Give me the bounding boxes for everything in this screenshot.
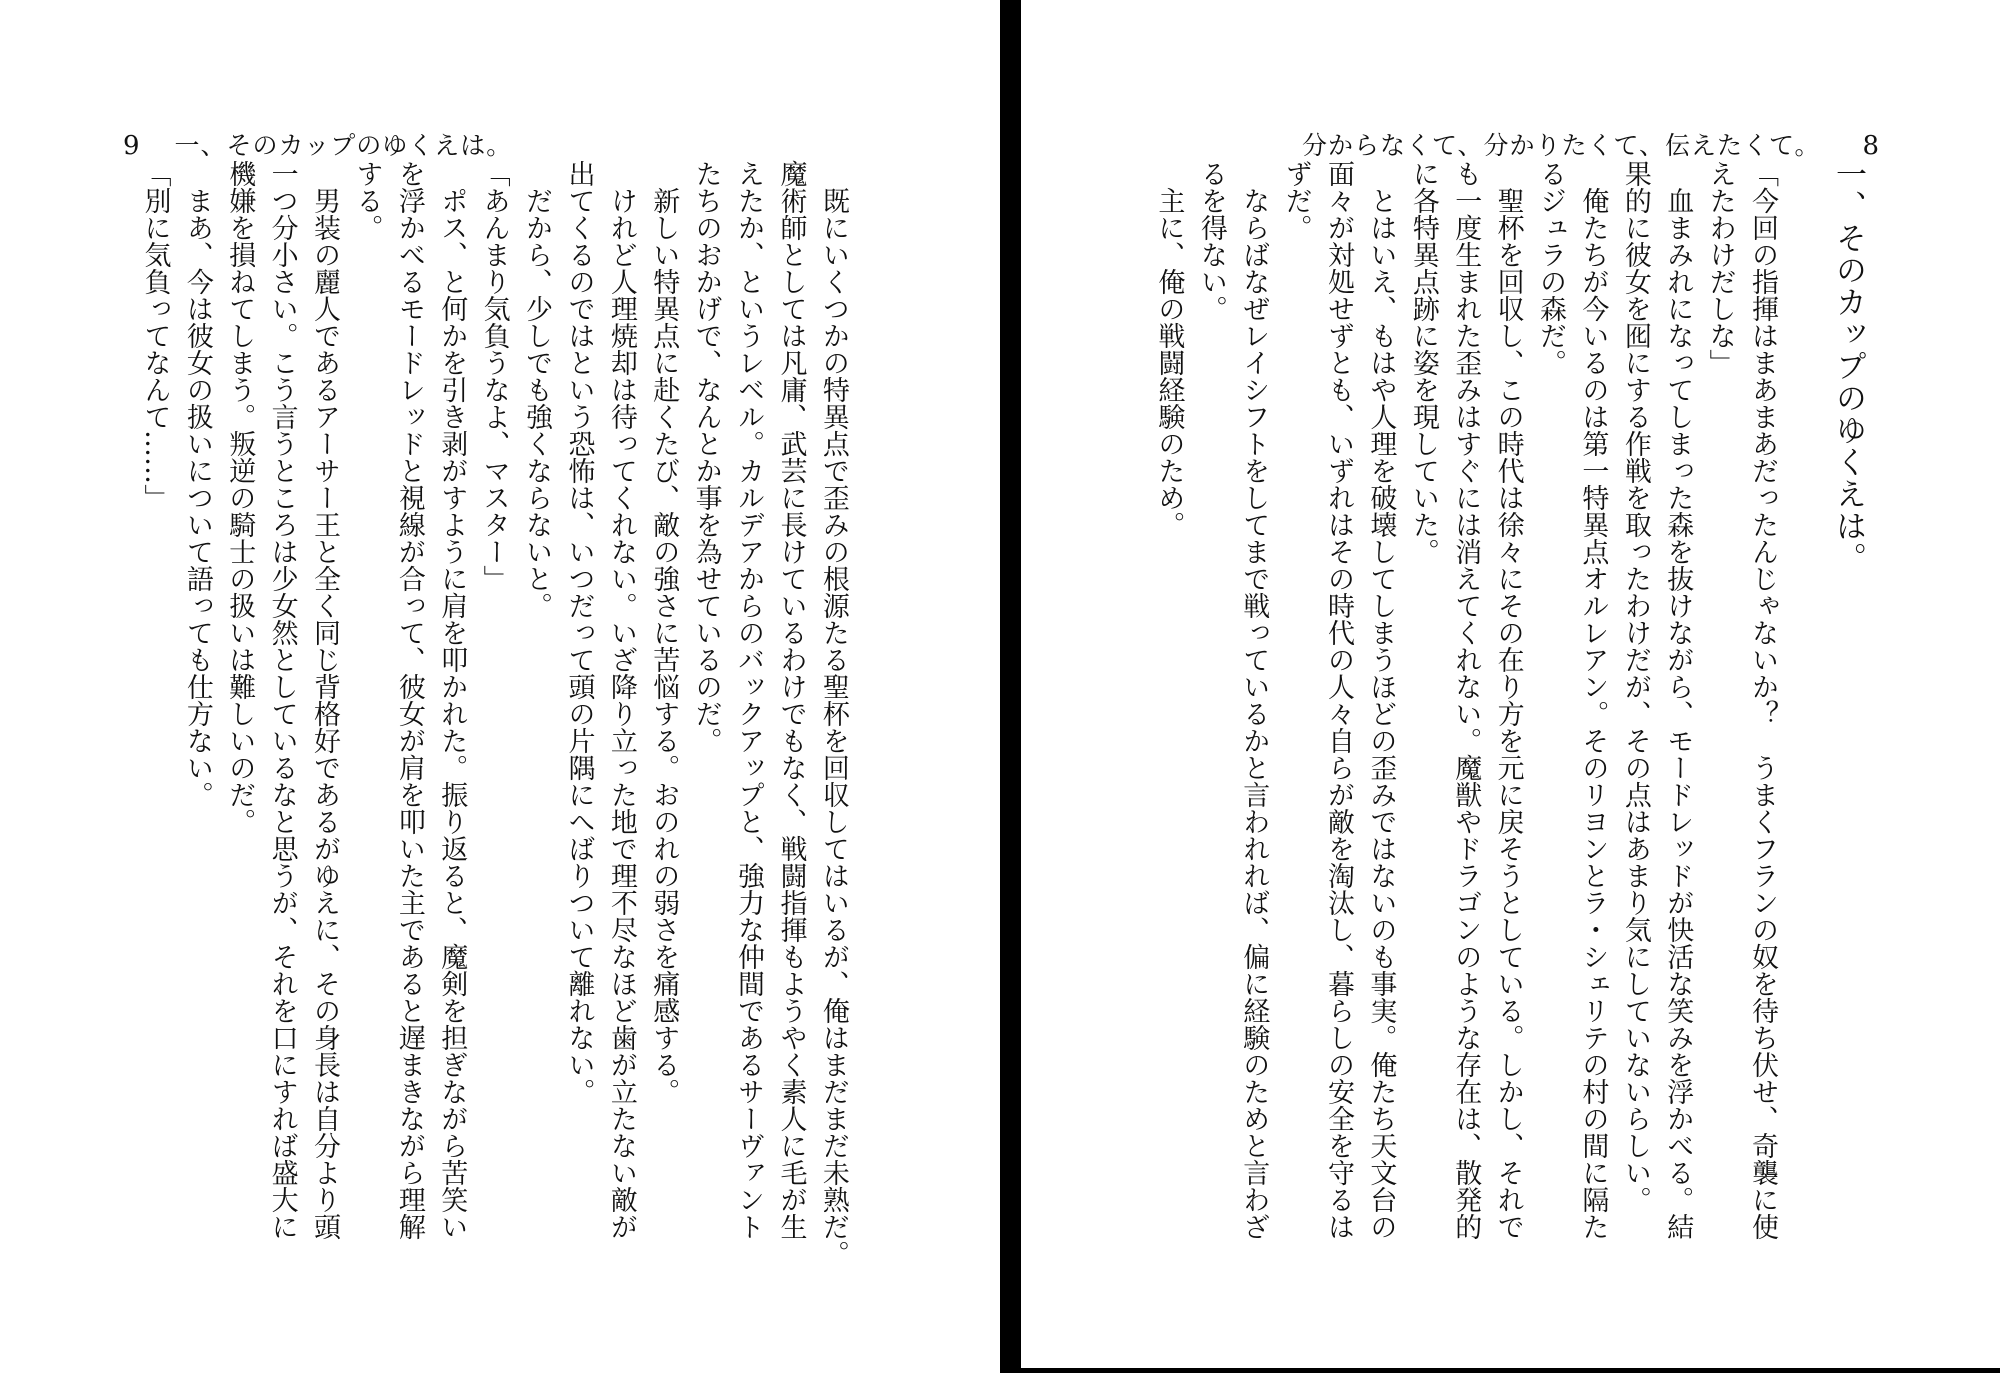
text-column: ずだ。 (1280, 160, 1312, 241)
text-column: 「別に気負ってなんて……」 (139, 160, 171, 511)
text-column: まあ、今は彼女の扱いについて語っても仕方ない。 (181, 160, 213, 808)
text-column: ならばなぜレイシフトをしてまで戦っているかと言われれば、偏に経験のためと言わざ (1238, 160, 1270, 1240)
text-column: えたか、というレベル。カルデアからのバックアップと、強力な仲間であるサーヴァント (733, 160, 765, 1240)
text-column: 「今回の指揮はまあまあだったんじゃないか？ うまくフランの奴を待ち伏せ、奇襲に使 (1747, 160, 1778, 1240)
left-page-number: 9 (123, 131, 141, 161)
text-column: 既にいくつかの特異点で歪みの根源たる聖杯を回収してはいるが、俺はまだまだ未熟だ。 (817, 160, 849, 1267)
right-page[interactable] (1021, 0, 2000, 1373)
text-column: るジュラの森だ。 (1535, 160, 1566, 376)
text-column: 男装の麗人であるアーサー王と全く同じ背格好であるがゆえに、その身長は自分より頭 (309, 160, 341, 1240)
spine-divider (1000, 0, 1021, 1373)
text-column: えたわけだしな」 (1704, 160, 1736, 376)
text-column: に各特異点跡に姿を現していた。 (1407, 160, 1439, 565)
text-column: 「あんまり気負うなよ、マスター」 (478, 160, 510, 592)
right-header-title: 分からなくて、分かりたくて、伝えたくて。 (1301, 131, 1821, 160)
text-column: 果的に彼女を囮にする作戦を取ったわけだが、その点はあまり気にしていないらしい。 (1619, 160, 1651, 1213)
text-column: 魔術師としては凡庸、武芸に長けているわけでもなく、戦闘指揮もようやく素人に毛が生 (775, 160, 807, 1240)
text-column: るを得ない。 (1195, 160, 1227, 322)
text-column: ポス、と何かを引き剥がすように肩を叩かれた。振り返ると、魔剣を担ぎながら苦笑い (436, 160, 468, 1240)
text-column: 機嫌を損ねてしまう。叛逆の騎士の扱いは難しいのだ。 (224, 160, 256, 835)
text-column: だから、少しでも強くならないと。 (521, 160, 553, 619)
text-column: 新しい特異点に赴くたび、敵の強さに苦悩する。おのれの弱さを痛感する。 (648, 160, 680, 1105)
left-header-title: 一、そのカップのゆくえは。 (174, 131, 513, 160)
text-column: 血まみれになってしまった森を抜けながら、モードレッドが快活な笑みを浮かべる。結 (1662, 160, 1694, 1240)
left-running-head (123, 126, 512, 162)
text-column: 面々が対処せずとも、いずれはその時代の人々自らが敵を淘汰し、暮らしの安全を守るは (1323, 160, 1354, 1240)
text-column: 俺たちが今いるのは第一特異点オルレアン。そのリヨンとラ・シェリテの村の間に隔た (1577, 160, 1609, 1240)
text-column: も一度生まれた歪みはすぐには消えてくれない。魔獣やドラゴンのような存在は、散発的 (1450, 160, 1482, 1240)
text-column: 主に、俺の戦闘経験のため。 (1153, 160, 1185, 538)
right-running-head (1302, 126, 1880, 162)
text-column: 出てくるのではという恐怖は、いつだって頭の片隅にへばりついて離れない。 (563, 160, 595, 1105)
text-column: けれど人理焼却は待ってくれない。いざ降り立った地で理不尽なほど歯が立たない敵が (605, 160, 637, 1240)
text-column: を浮かべるモードレッドと視線が合って、彼女が肩を叩いた主であると遅まきながら理解 (393, 160, 425, 1240)
text-column: たちのおかげで、なんとか事を為せているのだ。 (690, 160, 722, 754)
chapter-title-heading: 一、そのカップのゆくえは。 (1830, 158, 1866, 574)
page-edge-line (1021, 1368, 2000, 1373)
text-column: とはいえ、もはや人理を破壊してしまうほどの歪みではないのも事実。俺たち天文台の (1365, 160, 1397, 1240)
text-column: 一つ分小さい。こう言うところは少女然としているなと思うが、それを口にすれば盛大に (266, 160, 298, 1240)
right-page-number: 8 (1862, 131, 1880, 161)
text-column: 聖杯を回収し、この時代は徐々にその在り方を元に戻そうとしている。しかし、それで (1492, 160, 1524, 1240)
text-column: する。 (351, 160, 383, 241)
